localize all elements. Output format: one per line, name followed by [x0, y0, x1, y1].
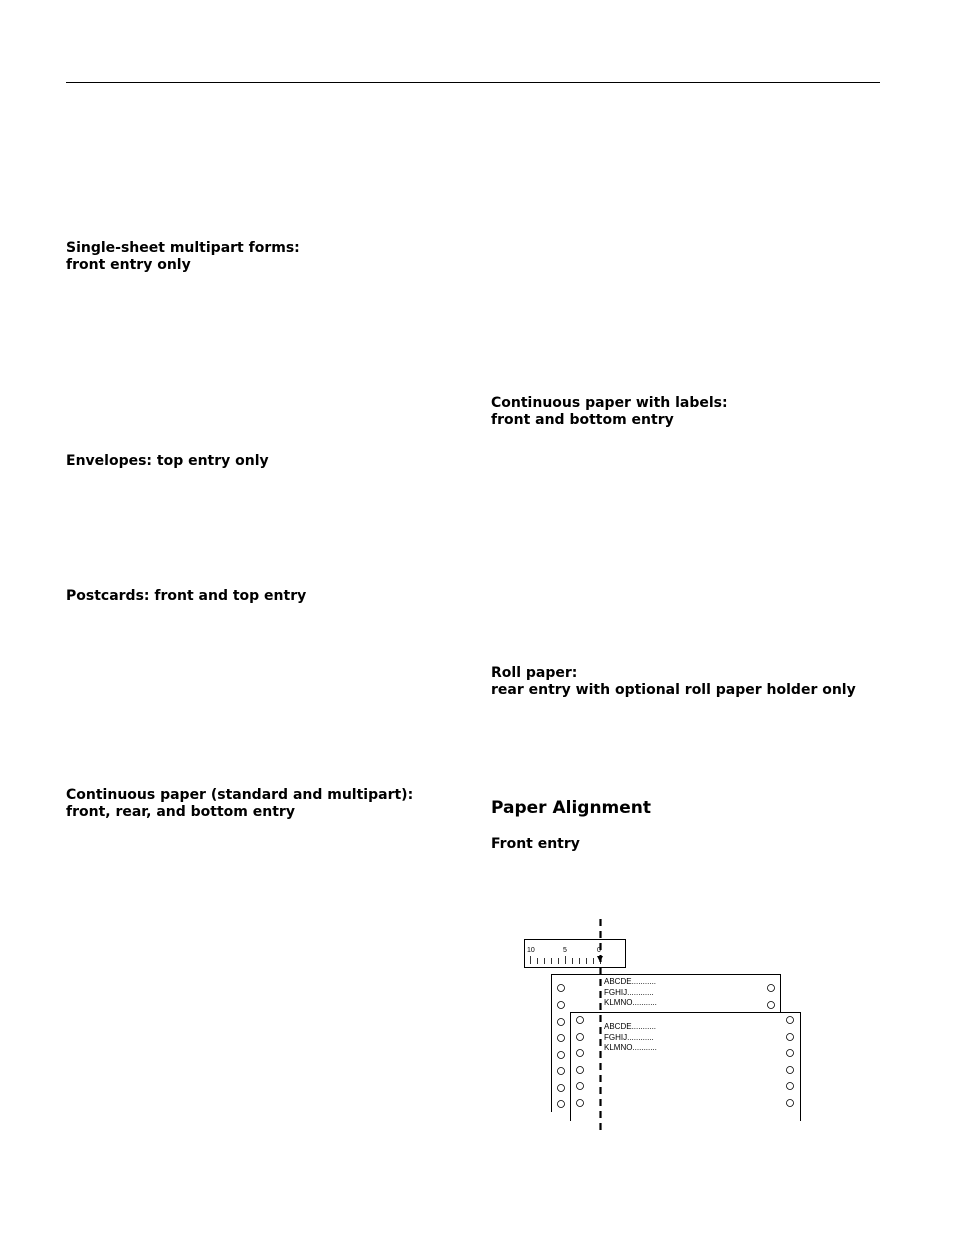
sprocket-hole-icon [768, 1002, 775, 1009]
sprocket-hole-icon [577, 1100, 584, 1107]
sheet-text-line: KLMNO........... [604, 1043, 657, 1052]
sprocket-hole-icon [787, 1017, 794, 1024]
sheet-text-line: FGHIJ............ [604, 988, 654, 997]
sprocket-holes-left [558, 985, 565, 1108]
heading-line: front and bottom entry [491, 412, 674, 428]
sprocket-holes-right [768, 985, 775, 1009]
heading-line: Roll paper: [491, 665, 578, 681]
sprocket-hole-icon [577, 1083, 584, 1090]
scale-label-5: 5 [563, 947, 567, 954]
sprocket-hole-icon [577, 1067, 584, 1074]
sprocket-hole-icon [558, 1085, 565, 1092]
sprocket-hole-icon [558, 1101, 565, 1108]
sprocket-hole-icon [768, 985, 775, 992]
section-title-paper-alignment: Paper Alignment [491, 798, 652, 818]
sprocket-hole-icon [558, 1068, 565, 1075]
sprocket-hole-icon [787, 1034, 794, 1041]
sprocket-hole-icon [577, 1050, 584, 1057]
scale-label-10: 10 [527, 947, 535, 954]
sprocket-hole-icon [787, 1100, 794, 1107]
heading-line: Front entry [491, 836, 580, 852]
heading-line: Continuous paper with labels: [491, 395, 728, 411]
sprocket-hole-icon [787, 1067, 794, 1074]
sheet-text-line: KLMNO........... [604, 998, 657, 1007]
scale-label-0: 0 [597, 947, 601, 954]
sprocket-hole-icon [787, 1083, 794, 1090]
sprocket-hole-icon [577, 1017, 584, 1024]
sprocket-hole-icon [558, 1035, 565, 1042]
heading-line: Postcards: front and top entry [66, 588, 307, 604]
heading-line: front entry only [66, 257, 191, 273]
heading-line: front, rear, and bottom entry [66, 804, 295, 820]
ruler-frame [525, 940, 626, 968]
sprocket-hole-icon [577, 1034, 584, 1041]
heading-line: Continuous paper (standard and multipart): [66, 787, 414, 803]
heading-line: Envelopes: top entry only [66, 453, 269, 469]
sprocket-hole-icon [558, 1052, 565, 1059]
paper-sheet-front [571, 1013, 801, 1122]
sprocket-hole-icon [787, 1050, 794, 1057]
sheet-text-line: ABCDE........... [604, 1022, 657, 1031]
sprocket-hole-icon [558, 1002, 565, 1009]
sheet-text-line: ABCDE........... [604, 977, 657, 986]
heading-line: rear entry with optional roll paper holder only [491, 682, 856, 698]
sprocket-hole-icon [558, 985, 565, 992]
heading-line: Single-sheet multipart forms: [66, 240, 300, 256]
sheet-text-line: FGHIJ............ [604, 1033, 654, 1042]
sprocket-hole-icon [558, 1019, 565, 1026]
scale-ruler [525, 940, 626, 968]
